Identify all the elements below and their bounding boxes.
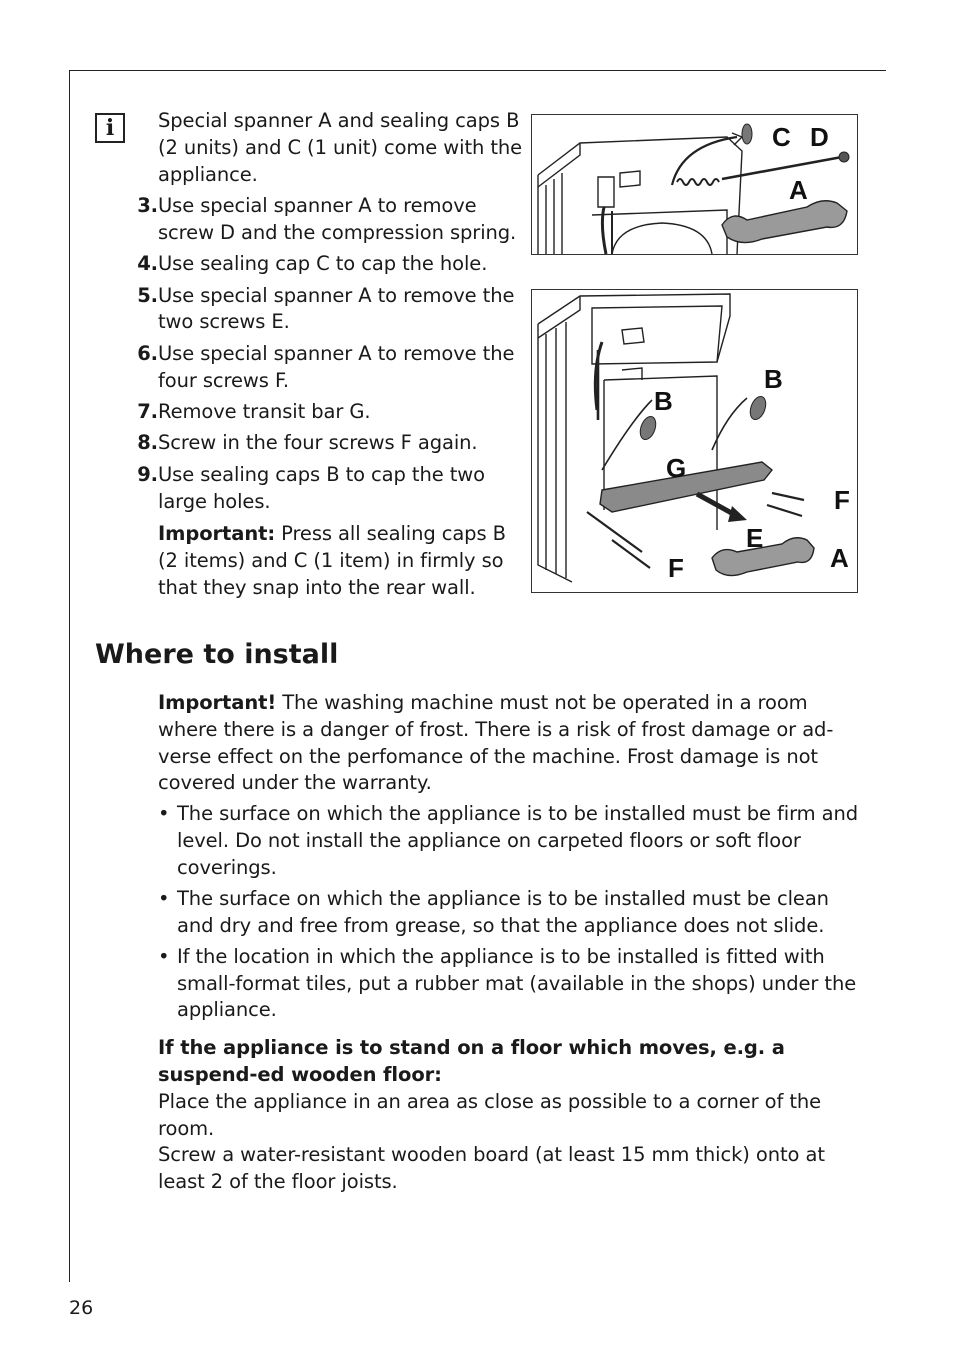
step-text: Remove transit bar G. [158, 399, 371, 423]
label-c: C [772, 122, 791, 152]
list-item [128, 341, 528, 395]
intro-text: Special spanner A and sealing caps B (2 units) and C (1 unit) come with the appliance. [158, 109, 523, 186]
step-number: 6. [137, 341, 158, 365]
floor-text: Place the appliance in an area as close as possible to a corner of the room. [158, 1089, 822, 1140]
step-text: Use special spanner A to remove screw D and the compression spring. [158, 194, 517, 244]
step-number: 8. [137, 431, 158, 455]
list-item [128, 283, 528, 337]
bullet-text: If the location in which the appliance is to be installed is fitted with small-format tiles, put a rubber mat (available in the shops) under the appliance. [177, 944, 857, 1022]
step-number: 7. [137, 399, 158, 423]
list-item [128, 430, 528, 457]
bullet-text: The surface on which the appliance is to be installed must be clean and dry and free from grease, so that the appliance does not slide. [177, 886, 829, 937]
requirements-list [158, 801, 868, 1024]
list-item [158, 886, 868, 940]
label-b: B [654, 386, 673, 416]
step-text: Screw in the four screws F again. [158, 431, 478, 455]
step-number: 4. [137, 252, 158, 276]
step-text: Use special spanner A to remove the two screws E. [158, 283, 515, 334]
label-a: A [789, 175, 808, 205]
spanner-a-shape [722, 201, 847, 243]
step-number: 9. [137, 462, 158, 486]
figure-remove-transit-bar [531, 289, 858, 593]
step-text: Use sealing caps B to cap the two large holes. [158, 462, 485, 513]
bullet: • [158, 944, 170, 968]
label-e: E [746, 523, 764, 553]
list-item [128, 193, 528, 247]
figure-remove-screw-d [531, 114, 858, 255]
important-text: Press all sealing caps B (2 items) and C (1 item) in firmly so that they snap into the rear wall. [158, 522, 506, 599]
important-label: Important! [158, 691, 277, 714]
info-icon: i [95, 113, 125, 143]
floor-heading: If the appliance is to stand on a floor which moves, e.g. a suspend-ed wooden floor: [158, 1036, 785, 1086]
important-note [158, 521, 523, 601]
label-b: B [764, 364, 783, 394]
important-text: The washing machine must not be operated in a room where there is a danger of frost. There is a risk of frost damage or ad-verse effect on the perfomance of the machine. Frost damage is not covered under the warranty. [158, 691, 834, 795]
sealing-cap-c-shape [742, 124, 752, 144]
where-to-install-section [158, 690, 868, 1196]
illustration-spanner-screw [532, 115, 857, 254]
step-number: 5. [137, 283, 158, 307]
label-d: D [810, 122, 829, 152]
step-number: 3. [137, 194, 158, 217]
sealing-cap-b-shape [747, 394, 768, 421]
list-item [158, 801, 868, 881]
important-paragraph [158, 690, 868, 797]
step-text: Use special spanner A to remove the four screws F. [158, 341, 515, 392]
bullet: • [158, 802, 170, 826]
list-item [128, 251, 528, 278]
left-rule [69, 70, 70, 1282]
label-f: F [834, 485, 850, 515]
label-f: F [668, 553, 684, 583]
sealing-cap-b-shape [637, 414, 658, 441]
section-heading: Where to install [95, 639, 339, 670]
page-number: 26 [69, 1297, 94, 1319]
top-rule [69, 70, 886, 71]
floor-text: Screw a water-resistant wooden board (at least 15 mm thick) onto at least 2 of the floor joists. [158, 1143, 825, 1194]
list-item [128, 399, 528, 426]
label-g: G [666, 453, 687, 483]
label-a: A [830, 543, 849, 573]
steps-list [128, 193, 528, 520]
important-label: Important: [158, 522, 276, 545]
step-text: Use sealing cap C to cap the hole. [158, 252, 488, 276]
illustration-transit-bar [532, 290, 857, 592]
list-item [128, 462, 528, 516]
bullet-text: The surface on which the appliance is to be installed must be firm and level. Do not install the appliance on carpeted floors or soft floor coverings. [177, 802, 859, 879]
list-item [158, 944, 868, 1024]
bullet: • [158, 886, 170, 910]
